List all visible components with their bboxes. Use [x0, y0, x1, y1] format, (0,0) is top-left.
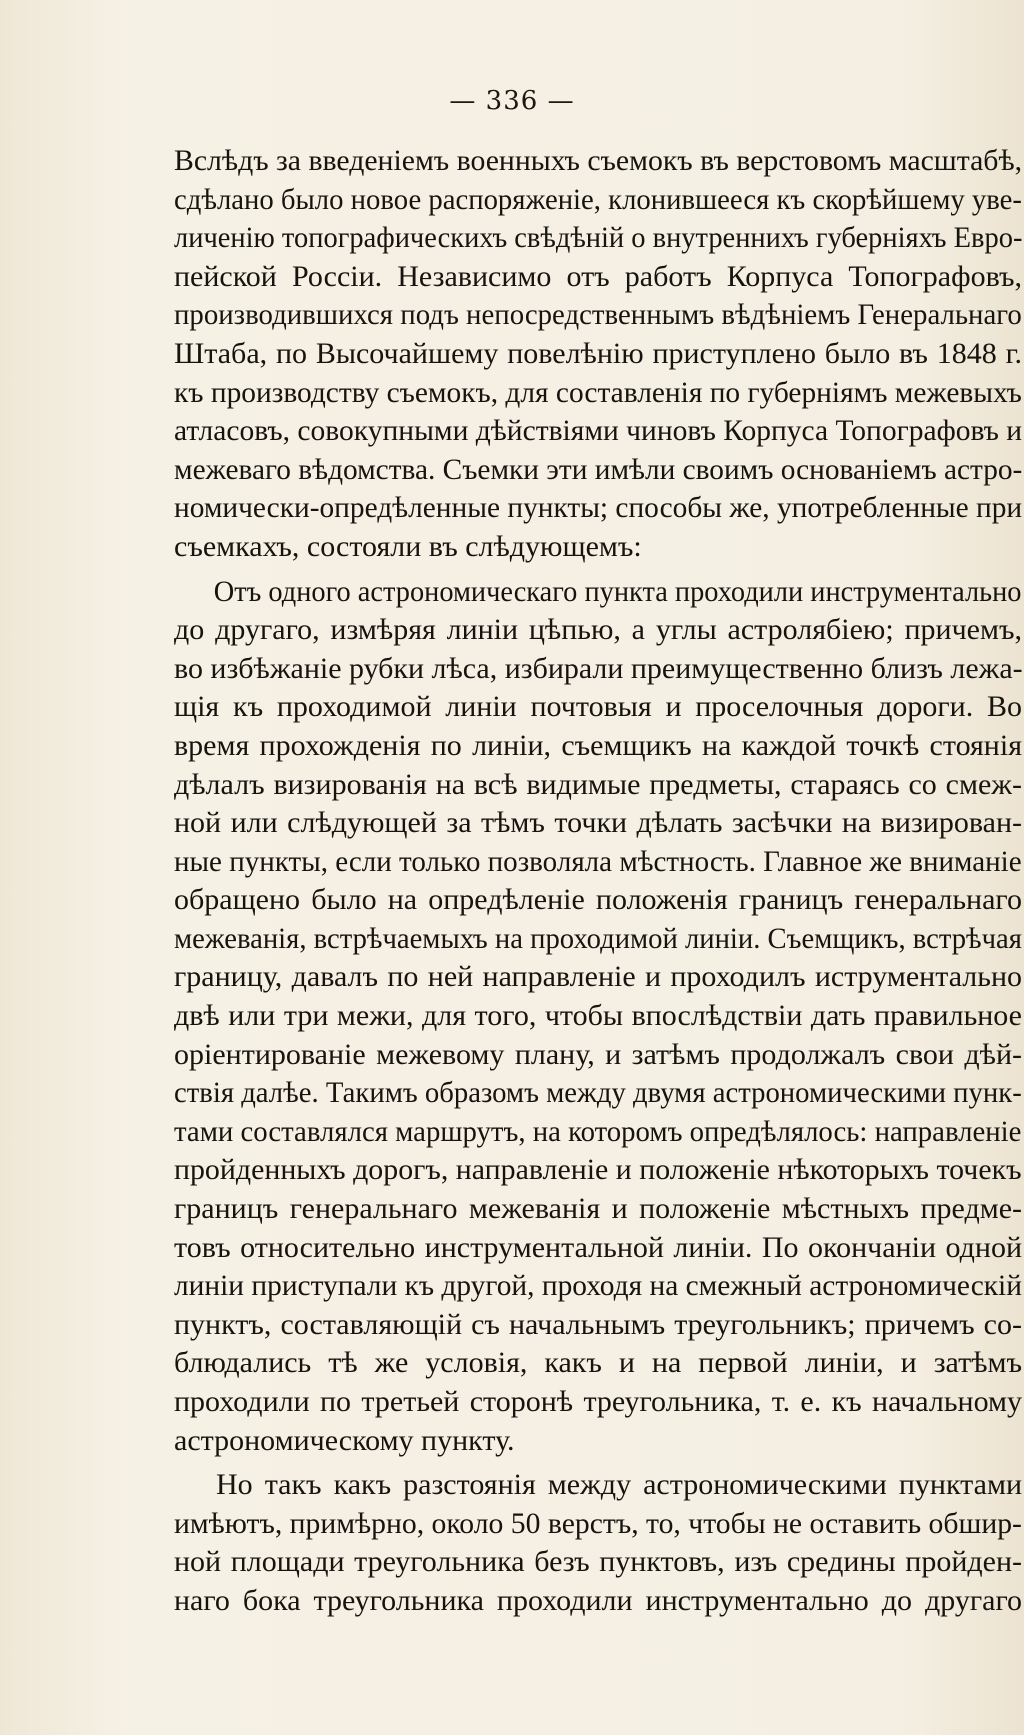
text-line: Штаба, по Высочайшему повелѣнію приступлено было въ 1848 г.	[174, 336, 1022, 370]
text-line: пунктъ, составляющій съ начальнымъ треугольникъ; причемъ со-	[174, 1307, 1022, 1341]
text-line: имѣютъ, примѣрно, около 50 верстъ, то, чтобы не оставить обшир-	[174, 1506, 1022, 1540]
page-number: — 336 —	[449, 86, 575, 116]
text-line: производившихся подъ непосредственнымъ вѣдѣніемъ Генеральнаго	[174, 298, 1022, 332]
text-line: пейской Россіи. Независимо отъ работъ Корпуса Топографовъ,	[174, 259, 1022, 293]
text-line: блюдались тѣ же условія, какъ и на первой линіи, и затѣмъ	[174, 1346, 1022, 1380]
text-line: линіи приступали къ другой, проходя на смежный астрономическій	[174, 1269, 1022, 1303]
body-text	[174, 142, 1022, 1621]
text-line: пройденныхъ дорогъ, направленіе и положеніе нѣкоторыхъ точекъ	[174, 1153, 1022, 1187]
text-line: оріентированіе межевому плану, и затѣмъ продолжалъ свои дѣй-	[174, 1037, 1022, 1071]
text-line: къ производству съемокъ, для составленія по губерніямъ межевыхъ	[174, 375, 1022, 409]
text-line: ной площади треугольника безъ пунктовъ, изъ средины пройден-	[174, 1545, 1022, 1579]
text-line: тами составлялся маршрутъ, на которомъ опредѣлялось: направленіе	[174, 1114, 1022, 1148]
text-line: астрономическому пункту.	[174, 1423, 515, 1457]
text-line: обращено было на опредѣленіе положенія границъ генеральнаго	[174, 883, 1022, 917]
text-line: личенію топографическихъ свѣдѣній о внутреннихъ губерніяхъ Евро-	[174, 221, 1023, 255]
text-line: номически-опредѣленные пункты; способы же, употребленные при	[174, 491, 1023, 525]
text-line: наго бока треугольника проходили инструментально до другаго	[174, 1583, 1022, 1617]
text-line: Но такъ какъ разстоянія между астрономическими пунктами	[216, 1468, 1022, 1502]
text-line: двѣ или три межи, для того, чтобы впослѣдствіи дать правильное	[174, 999, 1022, 1033]
text-line: время прохожденія по линіи, съемщикъ на каждой точкѣ стоянія	[174, 728, 1022, 762]
paragraph-3	[174, 1466, 1022, 1620]
text-line: границъ генеральнаго межеванія и положеніе мѣстныхъ предме-	[174, 1192, 1022, 1226]
text-line: ствія далѣе. Такимъ образомъ между двумя астрономическими пунк-	[174, 1076, 1022, 1110]
text-line: проходили по третьей сторонѣ треугольника, т. е. къ начальному	[174, 1385, 1022, 1418]
text-line: сдѣлано было новое распоряженіе, клонившееся къ скорѣйшему уве-	[174, 182, 1022, 216]
text-line: щія къ проходимой линіи почтовыя и проселочныя дороги. Во	[174, 690, 1022, 724]
text-line: ной или слѣдующей за тѣмъ точки дѣлать засѣчки на визирован-	[174, 806, 1022, 840]
text-line: до другаго, измѣряя линіи цѣпью, а углы астролябіею; причемъ,	[174, 613, 1022, 647]
text-line: во избѣжаніе рубки лѣса, избирали преимущественно близъ лежа-	[174, 651, 1023, 685]
text-line: Вслѣдъ за введеніемъ военныхъ съемокъ въ верстовомъ масштабѣ,	[174, 144, 1023, 177]
text-line: межеваго вѣдомства. Съемки эти имѣли своимъ основаніемъ астро-	[174, 452, 1023, 486]
text-line: съемкахъ, состояли въ слѣдующемъ:	[174, 529, 642, 563]
text-line: атласовъ, совокупными дѣйствіями чиновъ Корпуса Топографовъ и	[174, 414, 1023, 448]
text-line: межеванія, встрѣчаемыхъ на проходимой линіи. Съемщикъ, встрѣчая	[174, 921, 1022, 955]
text-line: дѣлалъ визированія на всѣ видимые предметы, стараясь со смеж-	[174, 767, 1022, 801]
text-line: товъ относительно инструментальной линіи. По окончаніи одной	[174, 1230, 1022, 1264]
text-line: ные пункты, если только позволяла мѣстность. Главное же вниманіе	[174, 844, 1022, 878]
text-line: границу, давалъ по ней направленіе и проходилъ иструментально	[174, 960, 1022, 994]
text-line: Отъ одного астрономическаго пункта проходили инструментально	[213, 574, 1022, 608]
paragraph-2	[174, 573, 1022, 1461]
paragraph-1	[174, 142, 1022, 567]
